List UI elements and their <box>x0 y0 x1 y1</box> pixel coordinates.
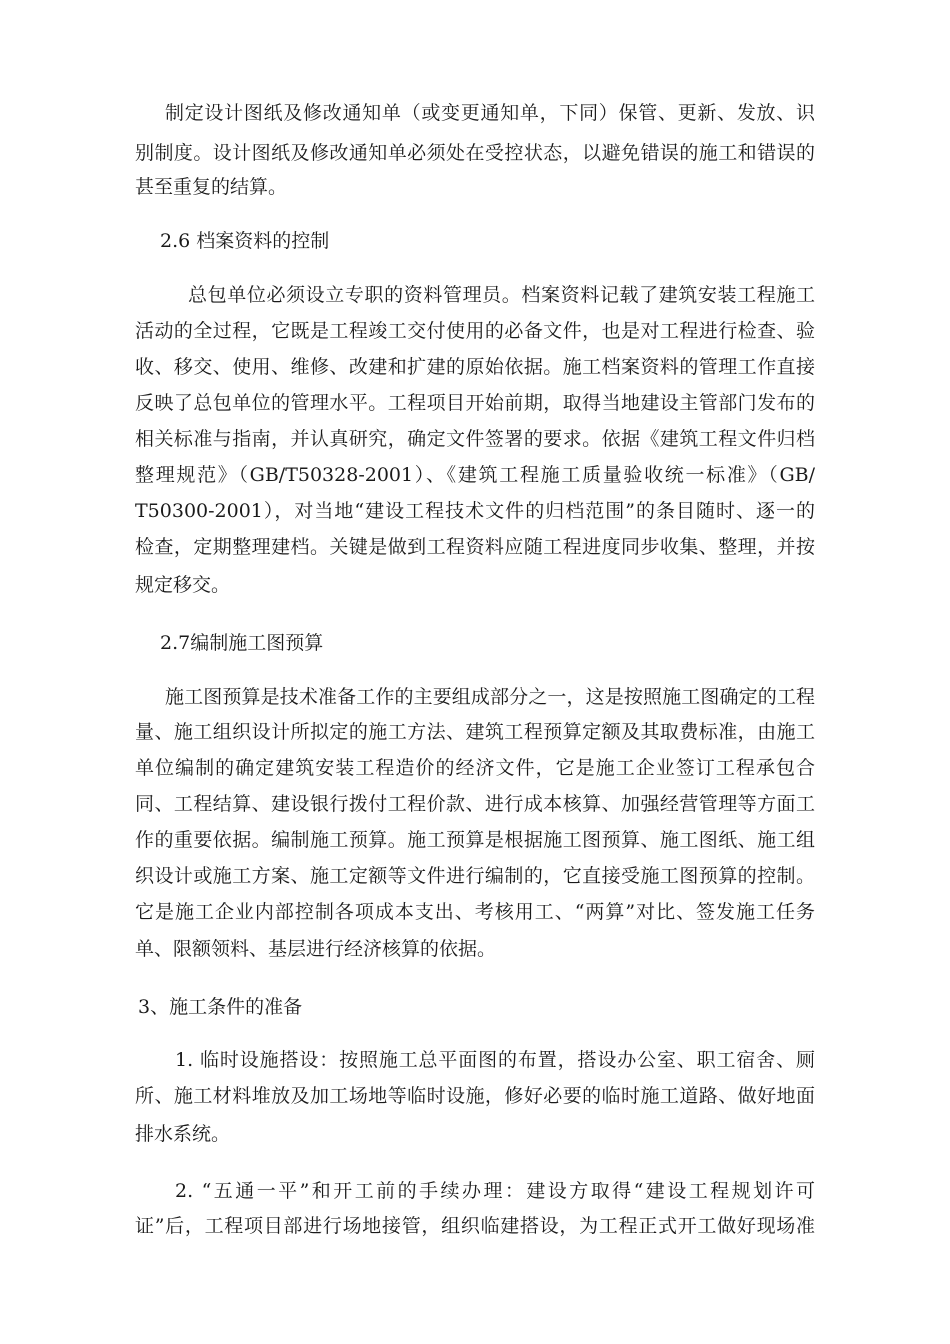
paragraph-line: 它是施工企业内部控制各项成本支出、考核用工、“两算”对比、签发施工任务 <box>135 901 815 923</box>
paragraph-line: 反映了总包单位的管理水平。工程项目开始前期，取得当地建设主管部门发布的 <box>135 392 815 414</box>
paragraph-line: 规定移交。 <box>135 574 231 596</box>
paragraph-line: 2. “五通一平”和开工前的手续办理：建设方取得“建设工程规划许可 <box>175 1180 815 1202</box>
section-heading: 2.7编制施工图预算 <box>160 632 324 654</box>
paragraph-line: 作的重要依据。编制施工预算。施工预算是根据施工图预算、施工图纸、施工组 <box>135 829 815 851</box>
section-heading: 3、施工条件的准备 <box>138 996 303 1018</box>
paragraph-line: 总包单位必须设立专职的资料管理员。档案资料记载了建筑安装工程施工 <box>188 284 815 306</box>
paragraph-line: 同、工程结算、建设银行拨付工程价款、进行成本核算、加强经营管理等方面工 <box>135 793 815 815</box>
paragraph-line: 织设计或施工方案、施工定额等文件进行编制的，它直接受施工图预算的控制。 <box>135 865 815 887</box>
paragraph-line: 别制度。设计图纸及修改通知单必须处在受控状态，以避免错误的施工和错误的 <box>135 142 815 164</box>
paragraph-line: 施工图预算是技术准备工作的主要组成部分之一，这是按照施工图确定的工程 <box>165 686 815 708</box>
paragraph-line: 单、限额领料、基层进行经济核算的依据。 <box>135 938 497 960</box>
paragraph-line: T50300-2001），对当地“建设工程技术文件的归档范围”的条目随时、逐一的 <box>135 500 815 522</box>
paragraph-line: 收、移交、使用、维修、改建和扩建的原始依据。施工档案资料的管理工作直接 <box>135 356 815 378</box>
paragraph-line: 甚至重复的结算。 <box>135 176 288 198</box>
paragraph-line: 1. 临时设施搭设：按照施工总平面图的布置，搭设办公室、职工宿舍、厕 <box>175 1049 815 1071</box>
paragraph-line: 整理规范》（GB/T50328-2001）、《建筑工程施工质量验收统一标准》（GB/ <box>135 464 815 486</box>
paragraph-line: 检查，定期整理建档。关键是做到工程资料应随工程进度同步收集、整理，并按 <box>135 536 815 558</box>
paragraph-line: 单位编制的确定建筑安装工程造价的经济文件，它是施工企业签订工程承包合 <box>135 757 815 779</box>
paragraph-line: 制定设计图纸及修改通知单（或变更通知单，下同）保管、更新、发放、识 <box>165 102 815 124</box>
paragraph-line: 相关标准与指南，并认真研究，确定文件签署的要求。依据《建筑工程文件归档 <box>135 428 815 450</box>
section-heading: 2.6 档案资料的控制 <box>160 230 330 252</box>
paragraph-line: 证”后，工程项目部进行场地接管，组织临建搭设，为工程正式开工做好现场准 <box>135 1215 815 1237</box>
paragraph-line: 量、施工组织设计所拟定的施工方法、建筑工程预算定额及其取费标准，由施工 <box>135 721 815 743</box>
paragraph-line: 排水系统。 <box>135 1123 231 1145</box>
paragraph-line: 活动的全过程，它既是工程竣工交付使用的必备文件，也是对工程进行检查、验 <box>135 320 815 342</box>
paragraph-line: 所、施工材料堆放及加工场地等临时设施，修好必要的临时施工道路、做好地面 <box>135 1085 815 1107</box>
